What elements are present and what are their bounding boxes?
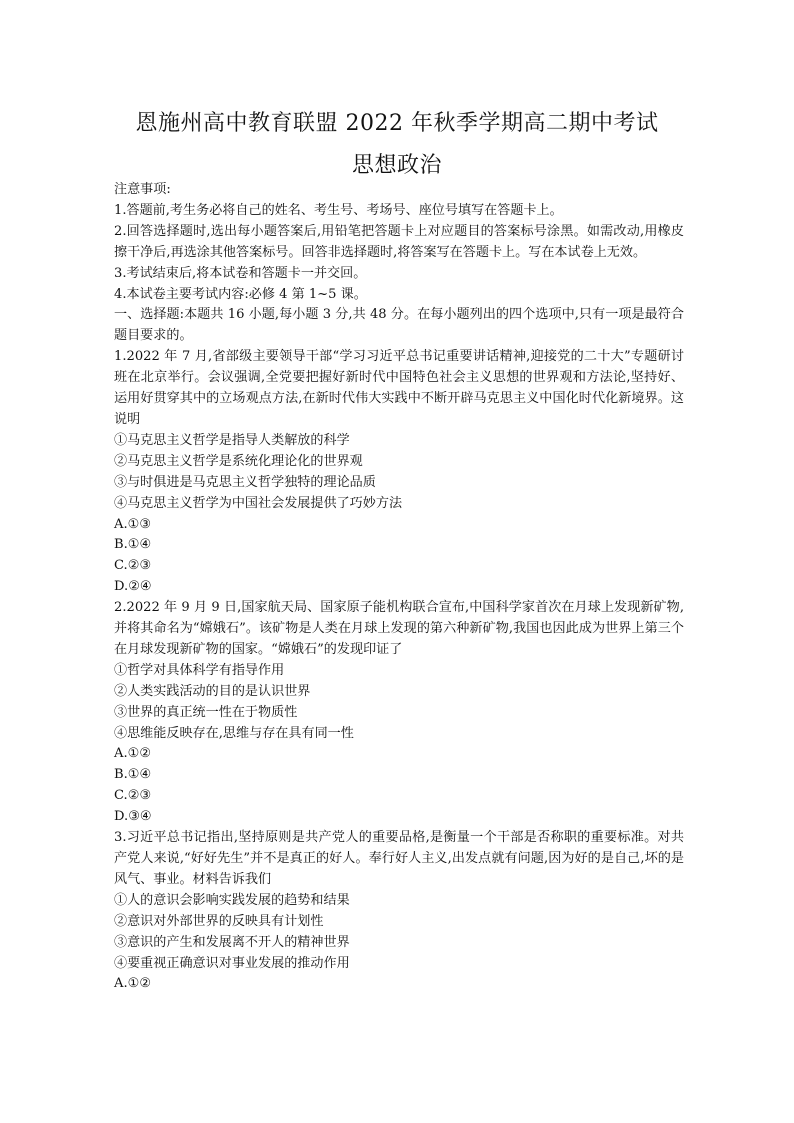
statement: ②人类实践活动的目的是认识世界 xyxy=(114,683,311,699)
question-stem: 3.习近平总书记指出,坚持原则是共产党人的重要品格,是衡量一个干部是否称职的重要标准。对共产党人来说,“好好先生”并不是真正的好人。奉行好人主义,出发点就有问题,因为好的是自己,坏的是风气、事业。材料告诉我们 xyxy=(114,830,684,887)
notice-item: 1.答题前,考生务必将自己的姓名、考生号、考场号、座位号填写在答题卡上。 xyxy=(114,202,563,218)
answer-option: C.②③ xyxy=(114,558,152,574)
notice-item: 3.考试结束后,将本试卷和答题卡一并交回。 xyxy=(114,265,367,281)
statement: ④要重视正确意识对事业发展的推动作用 xyxy=(114,955,350,971)
answer-option: B.①④ xyxy=(114,537,152,553)
statement: ①马克思主义哲学是指导人类解放的科学 xyxy=(114,432,350,448)
statement: ③与时俱进是马克思主义哲学独特的理论品质 xyxy=(114,474,376,490)
answer-option: C.②③ xyxy=(114,788,152,804)
statement: ③意识的产生和发展离不开人的精神世界 xyxy=(114,934,350,950)
answer-option: A.①③ xyxy=(114,516,152,532)
notice-item: 2.回答选择题时,选出每小题答案后,用铅笔把答题卡上对应题目的答案标号涂黑。如需改动,用橡皮擦干净后,再选涂其他答案标号。回答非选择题时,将答案写在答题卡上。写在本试卷上无效。 xyxy=(114,223,684,260)
notice-item: 4.本试卷主要考试内容:必修 4 第 1~5 课。 xyxy=(114,286,367,302)
statement: ①哲学对具体科学有指导作用 xyxy=(114,662,285,678)
question-stem: 2.2022 年 9 月 9 日,国家航天局、国家原子能机构联合宣布,中国科学家首次在月球上发现新矿物,并将其命名为“嫦娥石”。该矿物是人类在月球上发现的第六种新矿物,我国也因此成为世界上第三个在月球发现新矿物的国家。“嫦娥石”的发现印证了 xyxy=(114,600,684,657)
question-stem: 1.2022 年 7 月,省部级主要领导干部“学习习近平总书记重要讲话精神,迎接党的二十大”专题研讨班在北京举行。会议强调,全党要把握好新时代中国特色社会主义思想的世界观和方法论,坚持好、运用好贯穿其中的立场观点方法,在新时代伟大实践中不断开辟马克思主义中国化时代化新境界。这说明 xyxy=(114,349,684,427)
statement: ③世界的真正统一性在于物质性 xyxy=(114,704,298,720)
statement: ④思维能反映存在,思维与存在具有同一性 xyxy=(114,725,354,741)
statement: ①人的意识会影响实践发展的趋势和结果 xyxy=(114,892,350,908)
answer-option: D.②④ xyxy=(114,579,152,595)
statement: ②意识对外部世界的反映具有计划性 xyxy=(114,913,324,929)
notice-heading: 注意事项: xyxy=(114,182,171,197)
subject-title: 思想政治 xyxy=(351,153,442,178)
answer-option: D.③④ xyxy=(114,809,152,825)
answer-option: A.①② xyxy=(114,976,152,992)
exam-title: 恩施州高中教育联盟 2022 年秋季学期高二期中考试 xyxy=(135,111,659,136)
answer-option: B.①④ xyxy=(114,767,152,783)
answer-option: A.①② xyxy=(114,746,152,762)
exam-content xyxy=(114,180,684,995)
statement: ②马克思主义哲学是系统化理论化的世界观 xyxy=(114,453,363,469)
section-instruction: 一、选择题:本题共 16 小题,每小题 3 分,共 48 分。在每小题列出的四个选项中,只有一项是最符合题目要求的。 xyxy=(114,307,684,344)
statement: ④马克思主义哲学为中国社会发展提供了巧妙方法 xyxy=(114,495,403,511)
